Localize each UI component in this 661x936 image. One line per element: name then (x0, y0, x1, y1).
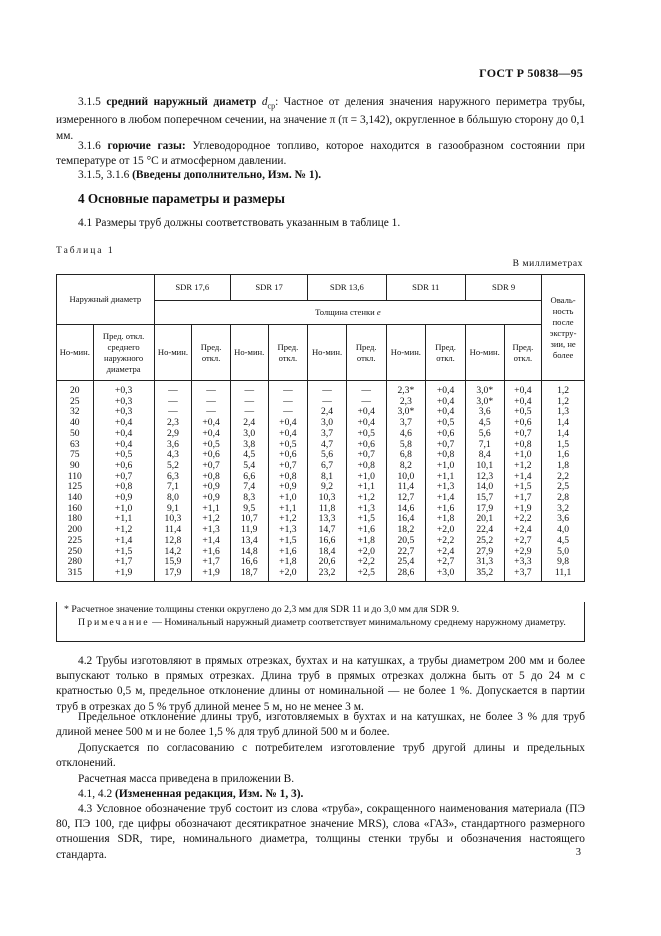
table-cell: +0,8 (426, 450, 466, 461)
table-cell: +2,9 (504, 547, 542, 558)
table-cell: +0,4 (426, 397, 466, 408)
table-cell: +0,6 (346, 440, 386, 451)
table-cell: +0,3 (93, 407, 154, 418)
table-cell: +0,4 (268, 418, 308, 429)
table-row (57, 429, 585, 440)
table-cell: +1,2 (346, 493, 386, 504)
table-cell: +1,6 (346, 525, 386, 536)
table-cell: 2,3 (154, 418, 192, 429)
table-cell: 3,8 (230, 440, 268, 451)
table-cell: 1,3 (542, 407, 585, 418)
table-cell: 3,6 (154, 440, 192, 451)
table-cell: 6,8 (386, 450, 426, 461)
table-cell: 23,2 (308, 568, 347, 581)
table-cell: +0,4 (192, 418, 231, 429)
clause-number: 3.1.6 (78, 140, 101, 152)
header-deviation: Пред. откл. (426, 325, 466, 381)
table-cell: +1,5 (504, 482, 542, 493)
table-cell: +1,3 (346, 504, 386, 515)
clause-number: 4.1, 4.2 (78, 788, 113, 800)
table-cell: — (346, 397, 386, 408)
table-cell: — (154, 407, 192, 418)
table-cell: 8,3 (230, 493, 268, 504)
table-cell: +1,1 (268, 504, 308, 515)
definition: Углеводородное топливо, которое находится в газообразном состоянии при температуре от 15 °C и атмосферном давлении. (56, 140, 585, 168)
header-sdr-17-6: SDR 17,6 (154, 275, 230, 301)
table-cell: 10,7 (230, 514, 268, 525)
table-cell: +0,4 (268, 429, 308, 440)
table-cell: 5,6 (308, 450, 347, 461)
paragraph-4-2-d: Расчетная масса приведена в приложении В. (78, 773, 295, 785)
header-nominal: Но-мин. (230, 325, 268, 381)
table-cell: +0,4 (426, 381, 466, 397)
table-cell: 200 (57, 525, 94, 536)
table-cell: 63 (57, 440, 94, 451)
table-cell: 4,0 (542, 525, 585, 536)
table-cell: 14,2 (154, 547, 192, 558)
table-cell: 1,8 (542, 461, 585, 472)
table-cell: 20,1 (465, 514, 504, 525)
table-cell: +0,3 (93, 397, 154, 408)
table-cell: 13,3 (308, 514, 347, 525)
table-cell: 5,0 (542, 547, 585, 558)
table-cell: +2,7 (426, 557, 466, 568)
table-cell: +0,7 (268, 461, 308, 472)
table-cell: +1,9 (192, 568, 231, 581)
table-cell: 3,6 (542, 514, 585, 525)
table-cell: 8,1 (308, 472, 347, 483)
table-cell: +1,5 (268, 536, 308, 547)
header-ovality: Оваль-ность после экстру-зии, не более (542, 275, 585, 381)
header-nominal: Но-мин. (154, 325, 192, 381)
table-body (57, 381, 585, 582)
table-cell: +1,0 (93, 504, 154, 515)
table-cell: +0,5 (268, 440, 308, 451)
table-cell: +2,4 (504, 525, 542, 536)
table-cell: +2,0 (426, 525, 466, 536)
table-cell: 3,6 (465, 407, 504, 418)
table-cell: 8,0 (154, 493, 192, 504)
clause-number: 3.1.5, 3.1.6 (78, 169, 130, 181)
paragraph-4-3: 4.3 Условное обозначение труб состоит из слова «труба», сокращенного наименования материала (ПЭ 80, ПЭ 100, где цифры обозначают десятикратное значение MRS), слова «ГАЗ», стандартного размерного отношения SDR, тире, номинального диаметра, толщины стенки трубы и обозначения настоящего стандарта. (56, 803, 585, 861)
table-cell: +1,6 (268, 547, 308, 558)
table-cell: +1,2 (93, 525, 154, 536)
table-cell: +1,4 (192, 536, 231, 547)
table-cell: 3,7 (386, 418, 426, 429)
table-cell: +0,4 (504, 397, 542, 408)
table-cell: +1,0 (426, 461, 466, 472)
header-sdr-11: SDR 11 (386, 275, 465, 301)
header-thickness (154, 301, 542, 325)
table-cell: — (192, 381, 231, 397)
table-cell: 9,8 (542, 557, 585, 568)
table-cell: 10,3 (154, 514, 192, 525)
table-cell: 125 (57, 482, 94, 493)
table-cell: 11,4 (154, 525, 192, 536)
amendment-note-3-1 (56, 168, 585, 183)
table-cell: +1,1 (192, 504, 231, 515)
definition: : Частное от деления значения наружного периметра трубы, измеренного в любом поперечном сечении, на значение π (π = 3,142), округленное в бóльшую сторону до 0,1 мм. (56, 96, 585, 142)
amendment-text: (Введены дополнительно, Изм. № 1). (132, 169, 322, 181)
table-cell: 3,0* (465, 381, 504, 397)
table-cell: +1,9 (504, 504, 542, 515)
table-cell: 250 (57, 547, 94, 558)
table-cell: +1,8 (268, 557, 308, 568)
table-cell: — (192, 407, 231, 418)
table-cell: +0,9 (268, 482, 308, 493)
table-cell: 4,5 (230, 450, 268, 461)
table-cell: — (230, 381, 268, 397)
thickness-label: Толщина стенки (315, 307, 375, 317)
table-cell: +1,7 (192, 557, 231, 568)
table-cell: +0,6 (426, 429, 466, 440)
table-cell: +0,4 (504, 381, 542, 397)
table-cell: 2,5 (542, 482, 585, 493)
table-cell: +2,5 (346, 568, 386, 581)
table-cell: 6,3 (154, 472, 192, 483)
table-cell: 8,4 (465, 450, 504, 461)
table-cell: 2,3* (386, 381, 426, 397)
table-cell: 13,4 (230, 536, 268, 547)
header-dev-outer: Пред. откл. среднего наружного диаметра (93, 325, 154, 381)
table-cell: 20,5 (386, 536, 426, 547)
table-cell: 8,2 (386, 461, 426, 472)
table-cell: +0,9 (192, 482, 231, 493)
table-cell: 18,7 (230, 568, 268, 581)
table-cell: +0,8 (93, 482, 154, 493)
table-cell: 4,3 (154, 450, 192, 461)
table-cell: +0,7 (192, 461, 231, 472)
dimensions-table (56, 274, 585, 582)
table-cell: +0,4 (192, 429, 231, 440)
table-cell: 7,4 (230, 482, 268, 493)
table-cell: 7,1 (465, 440, 504, 451)
table-cell: +3,0 (426, 568, 466, 581)
header-deviation: Пред. откл. (192, 325, 231, 381)
table-cell: 4,5 (465, 418, 504, 429)
table-cell: +1,3 (268, 525, 308, 536)
table-cell: +1,6 (426, 504, 466, 515)
header-nominal: Но-мин. (57, 325, 94, 381)
table-footnote: * Расчетное значение толщины стенки округлено до 2,3 мм для SDR 11 и до 3,0 мм для SDR 9. (64, 604, 460, 615)
table-cell: +0,4 (93, 418, 154, 429)
amendment-note-4 (56, 787, 585, 802)
table-cell: +0,9 (93, 493, 154, 504)
table-cell: +0,7 (504, 429, 542, 440)
table-cell: +0,7 (93, 472, 154, 483)
clause-number: 3.1.5 (78, 96, 101, 108)
table-cell: 2,3 (386, 397, 426, 408)
table-cell: +0,9 (192, 493, 231, 504)
table-cell: 17,9 (465, 504, 504, 515)
table-row (57, 536, 585, 547)
term-symbol: d (261, 96, 268, 108)
table-cell: +2,0 (346, 547, 386, 558)
table-cell: — (268, 381, 308, 397)
table-cell: 12,7 (386, 493, 426, 504)
table-cell: +1,7 (504, 493, 542, 504)
table-cell: +0,7 (426, 440, 466, 451)
table-cell: +0,5 (504, 407, 542, 418)
table-cell: 6,7 (308, 461, 347, 472)
table-cell: 5,8 (386, 440, 426, 451)
table-cell: +0,4 (346, 407, 386, 418)
table-cell: — (230, 407, 268, 418)
table-cell: 4,5 (542, 536, 585, 547)
table-cell: +2,0 (268, 568, 308, 581)
table-cell: 3,2 (542, 504, 585, 515)
table-row (57, 381, 585, 397)
term-subscript: ср (267, 101, 276, 111)
table-cell: +1,7 (93, 557, 154, 568)
header-deviation: Пред. откл. (346, 325, 386, 381)
table-cell: +2,4 (426, 547, 466, 558)
paragraph-4-2-b: Предельное отклонение длины труб, изготовляемых в бухтах и на катушках, не более 3 % для труб длиной менее 500 м и не более 1,5 % для труб длиной 500 м и более. (56, 711, 585, 739)
table-cell: +1,5 (346, 514, 386, 525)
table-cell: 22,4 (465, 525, 504, 536)
section-title: 4 Основные параметры и размеры (78, 191, 285, 206)
table-cell: +1,8 (426, 514, 466, 525)
table-cell: 1,6 (542, 450, 585, 461)
table-cell: 16,6 (230, 557, 268, 568)
table-cell: — (268, 407, 308, 418)
table-cell: 3,7 (308, 429, 347, 440)
table-cell: +0,4 (426, 407, 466, 418)
table-cell: +2,7 (504, 536, 542, 547)
table-cell: 12,3 (465, 472, 504, 483)
table-cell: 1,2 (542, 381, 585, 397)
table-cell: 15,9 (154, 557, 192, 568)
table-cell: 140 (57, 493, 94, 504)
table-cell: 9,1 (154, 504, 192, 515)
table-note (64, 617, 576, 630)
table-cell: 7,1 (154, 482, 192, 493)
table-cell: +1,3 (192, 525, 231, 536)
table-cell: 10,3 (308, 493, 347, 504)
table-cell: 11,1 (542, 568, 585, 581)
table-cell: +1,3 (426, 482, 466, 493)
document-id: ГОСТ Р 50838—95 (479, 66, 583, 80)
table-cell: 2,9 (154, 429, 192, 440)
table-cell: 180 (57, 514, 94, 525)
table-cell: +1,4 (93, 536, 154, 547)
paragraph-3-1-5 (56, 95, 585, 144)
page-number: 3 (575, 847, 581, 858)
table-cell: +1,1 (93, 514, 154, 525)
table-cell: +0,4 (93, 440, 154, 451)
table-cell: 110 (57, 472, 94, 483)
table-cell: +1,9 (93, 568, 154, 581)
note-text: — Номинальный наружный диаметр соответствует минимальному среднему наружному диаметру. (149, 617, 566, 628)
table-unit: В миллиметрах (512, 259, 583, 269)
table-cell: +0,5 (192, 440, 231, 451)
table-cell: — (268, 397, 308, 408)
table-cell: 5,4 (230, 461, 268, 472)
table-cell: +0,7 (346, 450, 386, 461)
table-cell: 27,9 (465, 547, 504, 558)
table-cell: — (230, 397, 268, 408)
table-cell: +1,2 (504, 461, 542, 472)
table-cell: 20 (57, 381, 94, 397)
table-cell: 2,8 (542, 493, 585, 504)
table-cell: +1,1 (426, 472, 466, 483)
header-nominal: Но-мин. (465, 325, 504, 381)
table-caption: Таблица 1 (56, 246, 115, 256)
paragraph-3-1-6 (56, 139, 585, 169)
table-cell: 1,5 (542, 440, 585, 451)
header-deviation: Пред. откл. (268, 325, 308, 381)
table-cell: 14,7 (308, 525, 347, 536)
table-cell: 225 (57, 536, 94, 547)
table-cell: 3,0 (230, 429, 268, 440)
thickness-symbol: e (376, 307, 381, 317)
table-cell: 5,2 (154, 461, 192, 472)
table-cell: +2,2 (504, 514, 542, 525)
table-cell: +0,6 (504, 418, 542, 429)
table-cell: +0,8 (192, 472, 231, 483)
amendment-text: (Измененная редакция, Изм. № 1, 3). (115, 788, 304, 800)
table-cell: 2,4 (230, 418, 268, 429)
paragraph-4-2: 4.2 Трубы изготовляют в прямых отрезках, бухтах и на катушках, а трубы диаметром 200 мм и более выпускают только в прямых отрезках. Длина труб в прямых отрезках должна быть от 5 до 24 м с кратностью 0,5 м, предельное отклонение длины от номинальной — не более 1 %. Допускается в партии труб в отрезках до 5 % труб длиной менее 5 м, но не менее 3 м. (56, 655, 585, 713)
table-cell: 10,1 (465, 461, 504, 472)
header-sdr-13-6: SDR 13,6 (308, 275, 386, 301)
table-cell: 1,4 (542, 418, 585, 429)
table-cell: +0,6 (192, 450, 231, 461)
table-cell: 16,6 (308, 536, 347, 547)
table-cell: 2,2 (542, 472, 585, 483)
table-cell: +1,2 (268, 514, 308, 525)
table-cell: 1,2 (542, 397, 585, 408)
table-cell: +3,7 (504, 568, 542, 581)
header-sdr-17: SDR 17 (230, 275, 307, 301)
table-cell: +0,8 (346, 461, 386, 472)
table-cell: 315 (57, 568, 94, 581)
table-cell: — (154, 397, 192, 408)
table-cell: 32 (57, 407, 94, 418)
table-cell: 25 (57, 397, 94, 408)
table-cell: 6,6 (230, 472, 268, 483)
table-cell: +1,0 (346, 472, 386, 483)
header-sdr-9: SDR 9 (465, 275, 541, 301)
table-cell: +1,0 (504, 450, 542, 461)
table-cell: 280 (57, 557, 94, 568)
table-cell: 11,8 (308, 504, 347, 515)
table-cell: 14,6 (386, 504, 426, 515)
table-cell: 3,0* (465, 397, 504, 408)
header-outer-diameter: Наружный диаметр (57, 275, 155, 325)
table-cell: 16,4 (386, 514, 426, 525)
table-cell: +0,6 (93, 461, 154, 472)
table-cell: +1,2 (192, 514, 231, 525)
table-row (57, 568, 585, 581)
table-cell: +3,3 (504, 557, 542, 568)
table-cell: 9,5 (230, 504, 268, 515)
table-cell: +0,5 (346, 429, 386, 440)
table-cell: 25,2 (465, 536, 504, 547)
table-cell: 2,4 (308, 407, 347, 418)
table-cell: — (192, 397, 231, 408)
table-cell: 31,3 (465, 557, 504, 568)
table-cell: 160 (57, 504, 94, 515)
table-cell: +2,2 (346, 557, 386, 568)
table-cell: 18,2 (386, 525, 426, 536)
table-cell: +0,5 (93, 450, 154, 461)
table-cell: 11,4 (386, 482, 426, 493)
table-cell: 12,8 (154, 536, 192, 547)
table-cell: +0,5 (426, 418, 466, 429)
term: средний наружный диаметр (106, 96, 257, 108)
table-cell: 1,4 (542, 429, 585, 440)
table-cell: +0,4 (93, 429, 154, 440)
table-cell: — (346, 381, 386, 397)
table-cell: 11,9 (230, 525, 268, 536)
table-cell: +0,4 (346, 418, 386, 429)
table-cell: 75 (57, 450, 94, 461)
paragraph-4-2-c: Допускается по согласованию с потребителем изготовление труб другой длины и предельных отклонений. (56, 742, 585, 770)
table-cell: +1,6 (192, 547, 231, 558)
table-cell: +1,4 (426, 493, 466, 504)
term: горючие газы: (107, 140, 186, 152)
table-cell: 22,7 (386, 547, 426, 558)
table-cell: 25,4 (386, 557, 426, 568)
table-cell: +0,8 (268, 472, 308, 483)
table-cell: 15,7 (465, 493, 504, 504)
table-cell: 18,4 (308, 547, 347, 558)
table-cell: 14,0 (465, 482, 504, 493)
table-cell: 17,9 (154, 568, 192, 581)
table-cell: 90 (57, 461, 94, 472)
table-cell: 4,7 (308, 440, 347, 451)
table-cell: +0,8 (504, 440, 542, 451)
table-cell: +1,8 (346, 536, 386, 547)
table-cell: +1,0 (268, 493, 308, 504)
paragraph-4-1: 4.1 Размеры труб должны соответствовать указанным в таблице 1. (78, 217, 401, 229)
header-nominal: Но-мин. (386, 325, 426, 381)
table-cell: 20,6 (308, 557, 347, 568)
table-cell: 3,0* (386, 407, 426, 418)
table-cell: — (154, 381, 192, 397)
table-cell: 14,8 (230, 547, 268, 558)
table-cell: +1,1 (346, 482, 386, 493)
table-cell: +0,6 (268, 450, 308, 461)
table-cell: +1,5 (93, 547, 154, 558)
note-label: Примечание (78, 617, 150, 628)
table-cell: 40 (57, 418, 94, 429)
table-cell: 28,6 (386, 568, 426, 581)
table-cell: 3,0 (308, 418, 347, 429)
table-cell: 10,0 (386, 472, 426, 483)
table-cell: 50 (57, 429, 94, 440)
table-cell: +0,3 (93, 381, 154, 397)
table-cell: +1,4 (504, 472, 542, 483)
table-cell: — (308, 381, 347, 397)
table-cell: +2,2 (426, 536, 466, 547)
table-cell: 4,6 (386, 429, 426, 440)
table-cell: 9,2 (308, 482, 347, 493)
table-cell: 5,6 (465, 429, 504, 440)
table-cell: — (308, 397, 347, 408)
header-deviation: Пред. откл. (504, 325, 542, 381)
header-nominal: Но-мин. (308, 325, 347, 381)
table-cell: 35,2 (465, 568, 504, 581)
